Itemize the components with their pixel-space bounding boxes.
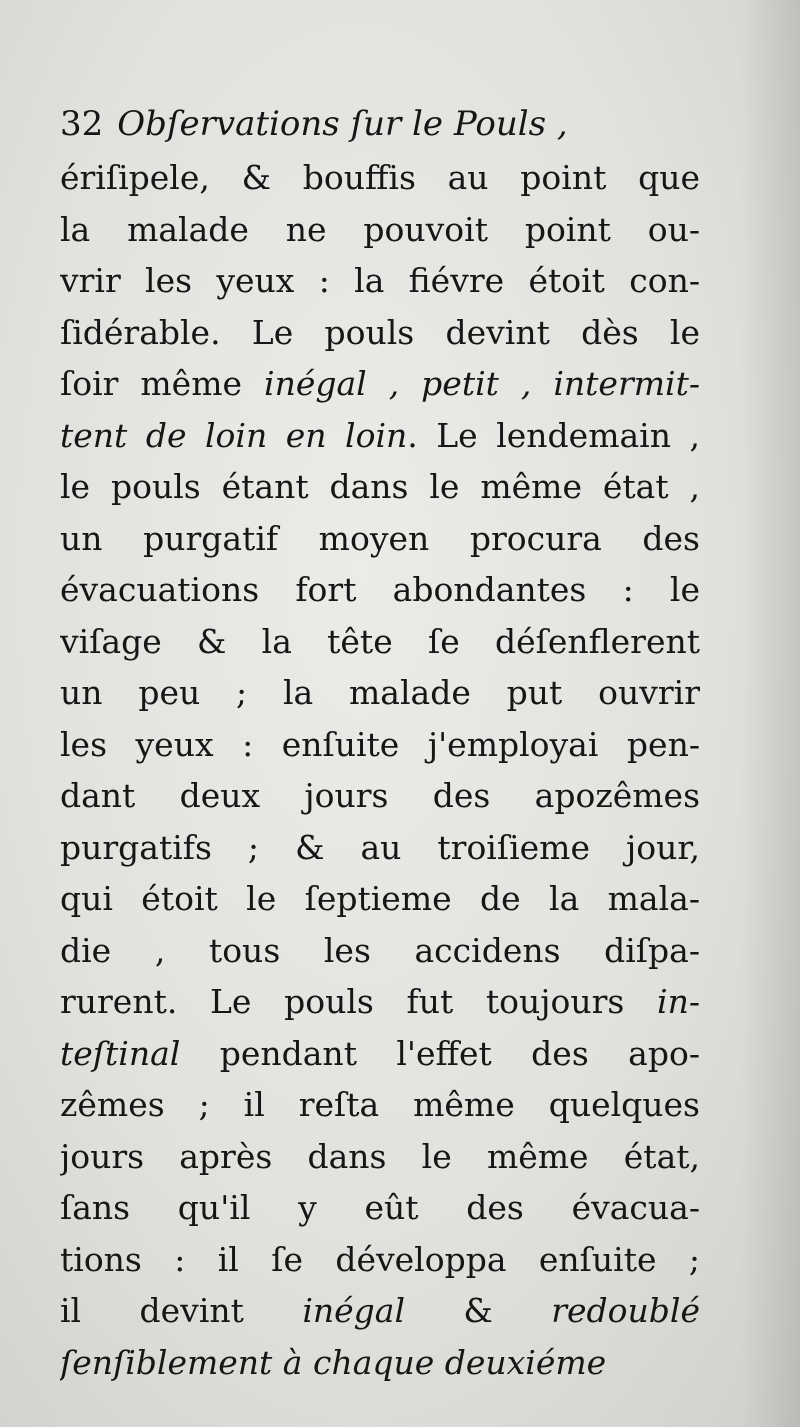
- text-line: [60, 513, 700, 565]
- italic-segment: inégal: [302, 1291, 406, 1330]
- header-title: Obſervations ſur le Pouls ,: [117, 104, 568, 144]
- text-line: [60, 976, 700, 1028]
- text-segment: die , tous les accidens diſpa-: [60, 930, 700, 970]
- text-line: [60, 152, 700, 204]
- italic-segment: in-: [657, 982, 700, 1021]
- text-line: [60, 410, 700, 462]
- text-segment: les yeux : enſuite j'employai pen-: [60, 724, 700, 764]
- text-line: [60, 770, 700, 822]
- text-segment: il devint: [60, 1291, 303, 1330]
- text-segment: ſans qu'il y eût des évacua-: [60, 1188, 700, 1227]
- text-segment: &: [405, 1291, 552, 1330]
- text-segment: dant deux jours des apozêmes: [60, 776, 700, 815]
- text-segment: ſidérable. Le pouls devint dès le: [60, 312, 700, 352]
- text-segment: viſage & la tête ſe déſenflerent: [60, 621, 700, 661]
- text-segment: un peu ; la malade put ouvrir: [60, 673, 700, 712]
- text-line: [60, 1131, 700, 1183]
- page-number: 32: [60, 104, 104, 144]
- text-line: [60, 1182, 700, 1234]
- text-line: [60, 1079, 700, 1131]
- text-line: [60, 1337, 700, 1389]
- text-line: [60, 204, 700, 256]
- text-segment: tions : il ſe développa enſuite ;: [60, 1239, 700, 1279]
- text-line: [60, 1234, 700, 1286]
- text-segment: qui étoit le ſeptieme de la mala-: [60, 879, 700, 918]
- page-edge-shadow: [740, 0, 800, 1427]
- text-line: [60, 719, 700, 771]
- text-segment: . Le lendemain ,: [407, 415, 700, 455]
- text-segment: zêmes ; il reſta même quelques: [60, 1085, 700, 1124]
- text-segment: vrir les yeux : la fiévre étoit con-: [60, 261, 700, 300]
- page-text-block: [60, 96, 700, 1388]
- text-segment: purgatifs ; & au troiſieme jour,: [60, 827, 700, 867]
- text-segment: ériſipele, & bouffis au point que: [60, 158, 700, 197]
- text-segment: la malade ne pouvoit point ou-: [60, 209, 700, 249]
- text-line: [60, 822, 700, 874]
- text-line: [60, 1028, 700, 1080]
- text-line: [60, 255, 700, 307]
- text-segment: ſoir même: [60, 364, 265, 403]
- running-header: [60, 96, 700, 152]
- italic-segment: teſtinal: [60, 1033, 181, 1073]
- body-text: [60, 152, 700, 1388]
- text-line: [60, 307, 700, 359]
- italic-segment: redoublé: [551, 1291, 700, 1330]
- text-line: [60, 1285, 700, 1337]
- text-segment: le pouls étant dans le même état ,: [60, 467, 700, 506]
- text-segment: jours après dans le même état,: [60, 1136, 700, 1176]
- text-line: [60, 616, 700, 668]
- text-line: [60, 667, 700, 719]
- text-line: [60, 873, 700, 925]
- italic-segment: ſenſiblement à chaque deuxiéme: [60, 1342, 607, 1382]
- text-segment: un purgatif moyen procura des: [60, 518, 700, 558]
- italic-segment: inégal , petit , intermit-: [264, 364, 700, 403]
- text-segment: évacuations fort abondantes : le: [60, 570, 700, 609]
- text-line: [60, 461, 700, 513]
- text-segment: pendant l'effet des apo-: [180, 1033, 700, 1073]
- text-segment: rurent. Le pouls fut toujours: [60, 982, 658, 1021]
- italic-segment: tent de loin en loin: [60, 415, 408, 455]
- text-line: [60, 564, 700, 616]
- text-line: [60, 358, 700, 410]
- text-line: [60, 925, 700, 977]
